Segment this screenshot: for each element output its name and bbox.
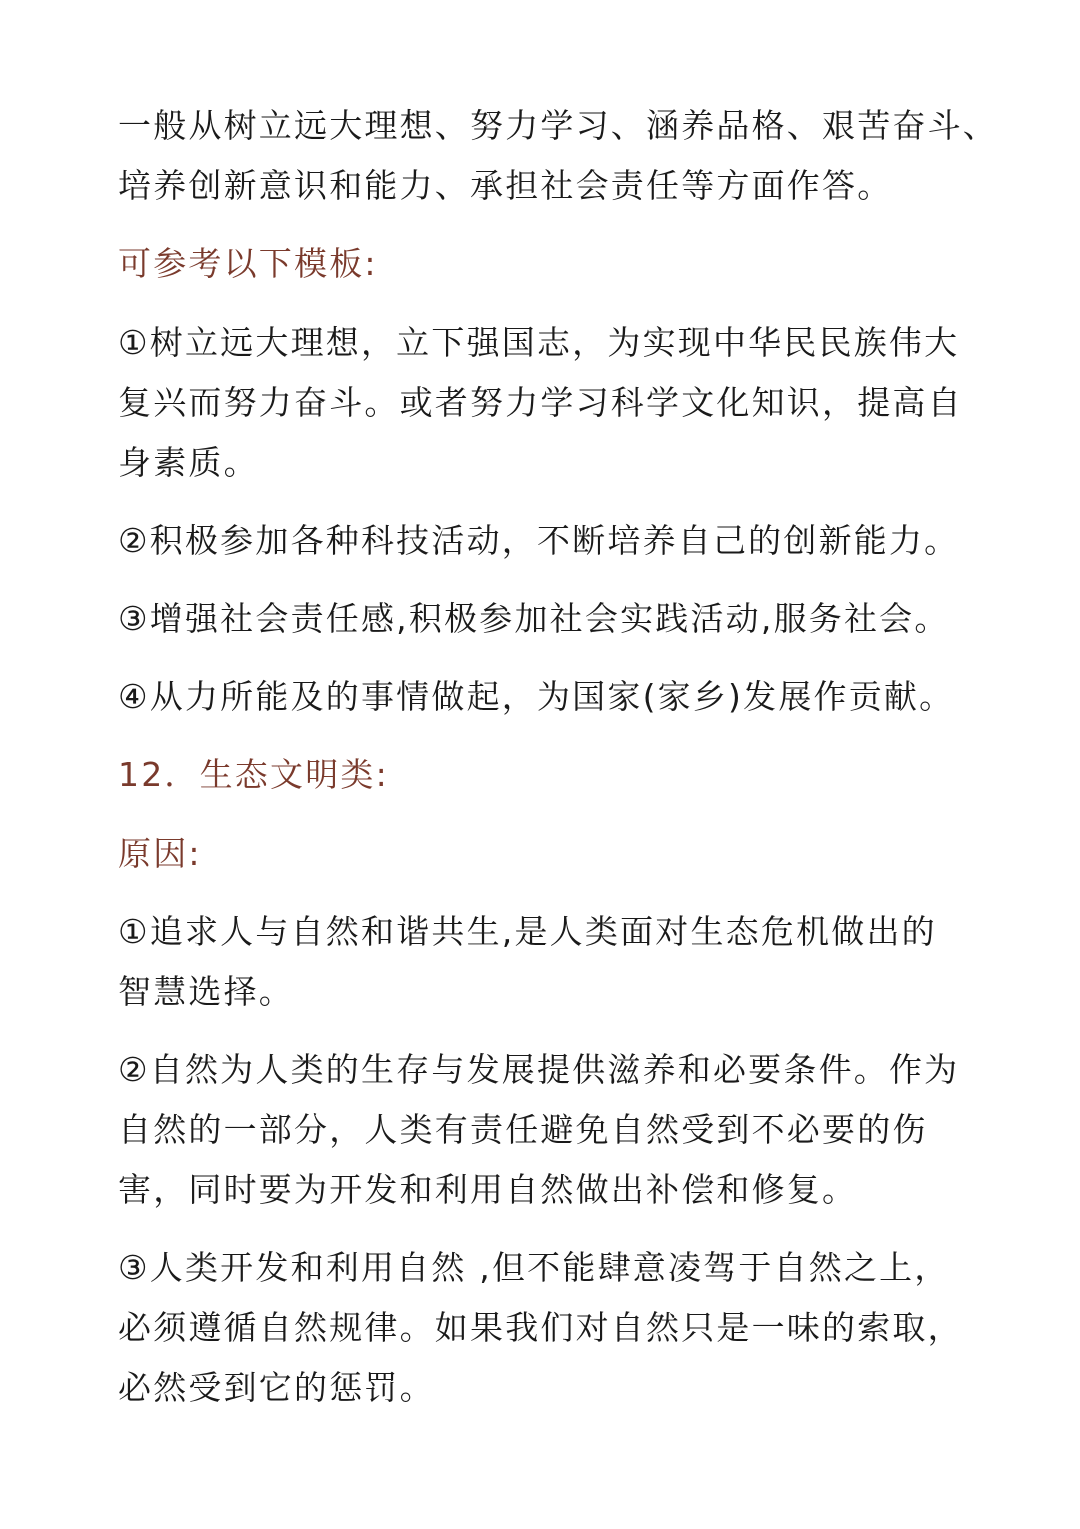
list-item-line: ③人类开发和利用自然 ,但不能肆意凌驾于自然之上， — [118, 1248, 950, 1287]
reason-item-2 — [118, 1040, 968, 1220]
intro-line: 培养创新意识和能力、承担社会责任等方面作答。 — [118, 166, 893, 205]
list-item-line: ③增强社会责任感,积极参加社会实践活动,服务社会。 — [118, 599, 950, 638]
reason-heading — [118, 824, 968, 884]
list-item-line: 必然受到它的惩罚。 — [118, 1368, 435, 1407]
list-item-line: 身素质。 — [118, 443, 259, 482]
section-heading — [118, 745, 968, 805]
list-item-line: 智慧选择。 — [118, 972, 294, 1011]
list-item-line: ①树立远大理想，立下强国志，为实现中华民民族伟大 — [118, 323, 960, 362]
intro-paragraph — [118, 96, 998, 216]
list-item-line: 必须遵循自然规律。如果我们对自然只是一味的索取， — [118, 1308, 963, 1347]
list-item-line: ②自然为人类的生存与发展提供滋养和必要条件。作为 — [118, 1050, 960, 1089]
template-heading — [118, 234, 968, 294]
reason-item-3 — [118, 1238, 968, 1418]
list-item-line: ②积极参加各种科技活动，不断培养自己的创新能力。 — [118, 521, 960, 560]
template-item-4 — [118, 667, 968, 727]
template-item-1 — [118, 313, 968, 493]
intro-line: 一般从树立远大理想、努力学习、涵养品格、艰苦奋斗、 — [118, 106, 998, 145]
template-item-2 — [118, 511, 968, 571]
list-item-line: 自然的一部分，人类有责任避免自然受到不必要的伤 — [118, 1110, 928, 1149]
reason-item-1 — [118, 902, 968, 1022]
reason-heading-text: 原因: — [118, 834, 202, 873]
list-item-line: 复兴而努力奋斗。或者努力学习科学文化知识，提高自 — [118, 383, 963, 422]
template-heading-text: 可参考以下模板: — [118, 244, 378, 283]
list-item-line: ①追求人与自然和谐共生,是人类面对生态危机做出的 — [118, 912, 937, 951]
list-item-line: 害，同时要为开发和利用自然做出补偿和修复。 — [118, 1170, 858, 1209]
template-item-3 — [118, 589, 968, 649]
list-item-line: ④从力所能及的事情做起，为国家(家乡)发展作贡献。 — [118, 677, 955, 716]
section-heading-text: 12．生态文明类: — [118, 755, 389, 794]
